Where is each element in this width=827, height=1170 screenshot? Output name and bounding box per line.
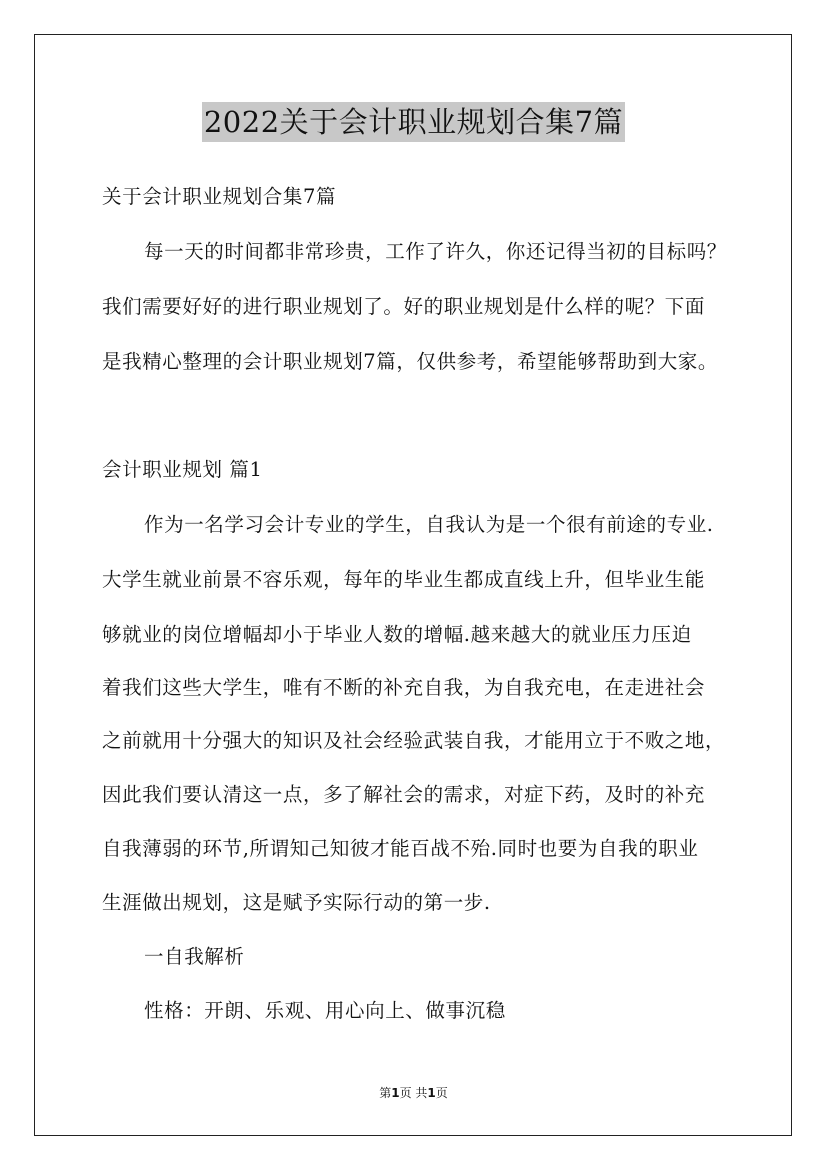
personality-line: 性格：开朗、乐观、用心向上、做事沉稳	[144, 999, 506, 1022]
document-title: 2022关于会计职业规划合集7篇	[202, 102, 625, 142]
body-line-4: 着我们这些大学生，唯有不断的补充自我，为自我充电，在走进社会	[102, 676, 706, 699]
body-line-5: 之前就用十分强大的知识及社会经验武装自我，才能用立于不败之地，	[102, 729, 726, 752]
intro-line-2: 我们需要好好的进行职业规划了。好的职业规划是什么样的呢？下面	[102, 295, 706, 318]
page-footer	[0, 1084, 827, 1101]
footer-middle: 页 共	[399, 1086, 428, 1100]
intro-line-3: 是我精心整理的会计职业规划7篇，仅供参考，希望能够帮助到大家。	[102, 350, 719, 373]
body-line-6: 因此我们要认清这一点，多了解社会的需求，对症下药，及时的补充	[102, 783, 706, 806]
section-heading-1: 会计职业规划 篇1	[102, 458, 263, 481]
body-line-3: 够就业的岗位增幅却小于毕业人数的增幅.越来越大的就业压力压迫	[102, 623, 692, 646]
subheading-self-analysis: 一自我解析	[144, 945, 245, 968]
body-line-1: 作为一名学习会计专业的学生，自我认为是一个很有前途的专业.	[144, 513, 714, 536]
footer-page-total: 1	[427, 1086, 436, 1100]
footer-prefix: 第	[379, 1086, 392, 1100]
intro-line-1: 每一天的时间都非常珍贵，工作了许久，你还记得当初的目标吗？	[144, 240, 727, 263]
title-container	[0, 102, 827, 142]
footer-page-number: 1	[391, 1086, 400, 1100]
body-line-7: 自我薄弱的环节,所谓知己知彼才能百战不殆.同时也要为自我的职业	[102, 837, 699, 860]
body-line-8: 生涯做出规划，这是赋予实际行动的第一步.	[102, 891, 491, 914]
body-line-2: 大学生就业前景不容乐观，每年的毕业生都成直线上升，但毕业生能	[102, 568, 706, 591]
heading-collection: 关于会计职业规划合集7篇	[102, 185, 337, 208]
footer-suffix: 页	[435, 1086, 448, 1100]
